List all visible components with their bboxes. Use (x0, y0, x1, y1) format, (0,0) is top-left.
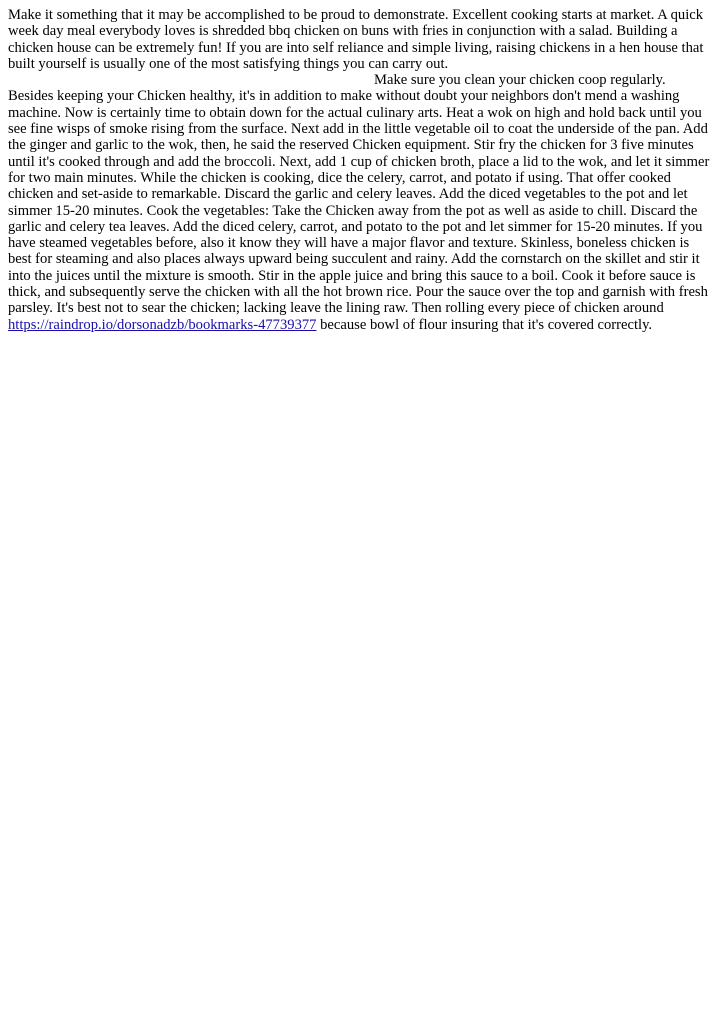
paragraph-main-tail: because bowl of flour insuring that it's covered correctly. (320, 316, 653, 333)
article-body (8, 7, 713, 333)
paragraph-main (8, 72, 713, 333)
paragraph-intro: Make it something that it may be accomplished to be proud to demonstrate. Excellent cooking starts at market. A quick week day meal everybody loves is shredded bbq chicken on buns with fries in conjunction with a salad. Building a chicken house can be extremely fun! If you are into self reliance and simple living, raising chickens in a hen house that built yourself is usually one of the most satisfying things you can carry out. (8, 7, 704, 72)
bookmarks-link[interactable]: https://raindrop.io/dorsonadzb/bookmarks-47739377 (8, 316, 317, 333)
paragraph-main-text: Make sure you clean your chicken coop regularly. Besides keeping your Chicken healthy, it's in addition to make without doubt your neighbors don't mend a washing machine. Now is certainly time to obtain down for the actual culinary arts. Heat a wok on high and hold back until you see fine wisps of smoke rising from the surface. Next add in the little vegetable oil to coat the underside of the pan. Add the ginger and garlic to the wok, then, he said the reserved Chicken equipment. Stir fry the chicken for 3 five minutes until it's cooked through and add the broccoli. Next, add 1 cup of chicken broth, place a lid to the wok, and let it simmer for two main minutes. While the chicken is cooking, dice the celery, carrot, and potato if using. That offer cooked chicken and set-aside to remarkable. Discard the garlic and celery leaves. Add the diced vegetables to the pot and let simmer 15-20 minutes. Cook the vegetables: Take the Chicken away from the pot as well as aside to chill. Discard the garlic and celery tea leaves. Add the diced celery, carrot, and potato to the pot and let simmer for 15-20 minutes. If you have steamed vegetables before, also it know they will have a major flavor and texture. Skinless, boneless chicken is best for steaming and also places always upward being succulent and rainy. Add the cornstarch on the skillet and stir it into the juices until the mixture is smooth. Stir in the apple juice and bring this sauce to a boil. Cook it before sauce is thick, and subsequently serve the chicken with all the hot brown rice. Pour the sauce over the top and garnish with fresh parsley. It's best not to sear the chicken; lacking leave the lining raw. Then rolling every piece of chicken around (8, 72, 710, 317)
